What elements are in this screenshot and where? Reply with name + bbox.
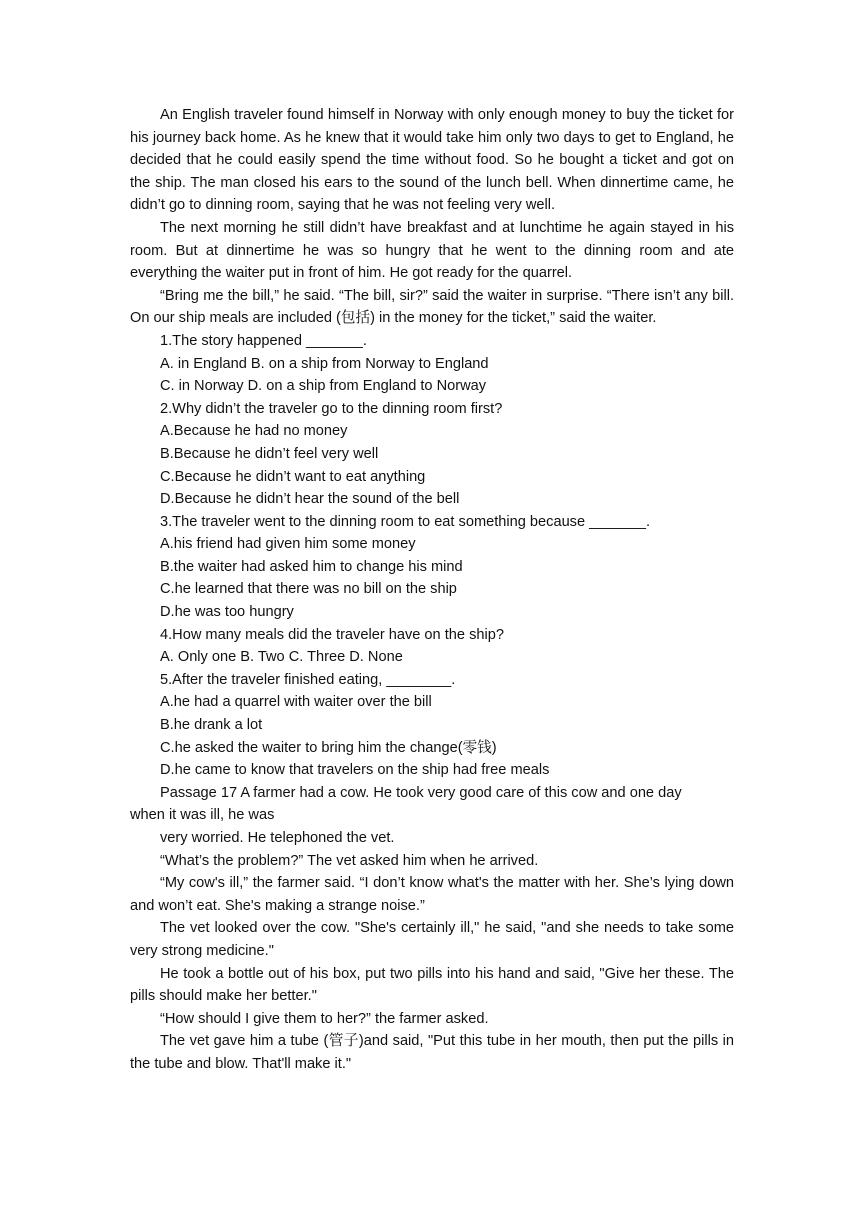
question-3-option-b: B.the waiter had asked him to change his mind [160, 558, 463, 575]
passage17-paragraph-3: The vet looked over the cow. "She's certainly ill," he said, "and she needs to take some very strong medicine." [130, 920, 734, 959]
question-1: 1.The story happened _______. [160, 332, 367, 349]
question-5-option-b: B.he drank a lot [160, 717, 263, 734]
question-5-option-d: D.he came to know that travelers on the ship had free meals [160, 762, 550, 779]
passage16-paragraph-2: The next morning he still didn’t have breakfast and at lunchtime he again stayed in his room. But at dinnertime he was so hungry that he went to the dinning room and ate everything the waiter put in front of him. He got ready for the quarrel. [130, 219, 734, 282]
question-5-option-a: A.he had a quarrel with waiter over the bill [160, 694, 432, 711]
question-2-option-c: C.Because he didn’t want to eat anything [160, 468, 426, 485]
question-3-option-c: C.he learned that there was no bill on the ship [160, 581, 457, 598]
question-3-option-d: D.he was too hungry [160, 604, 294, 621]
question-1-options-ab: A. in England B. on a ship from Norway to England [160, 355, 489, 372]
document-page [130, 104, 734, 1076]
passage17-intro-line-1: Passage 17 A farmer had a cow. He took very good care of this cow and one day [160, 784, 682, 801]
question-3: 3.The traveler went to the dinning room to eat something because _______. [160, 513, 651, 530]
passage16-paragraph-1: An English traveler found himself in Norway with only enough money to buy the ticket for his journey back home. As he knew that it would take him only two days to get to England, he decided that he could easily spend the time without food. So he bought a ticket and got on the ship. The man closed his ears to the sound of the lunch bell. When dinnertime came, he didn’t go to dinning room, saying that he was not feeling very well. [130, 107, 734, 214]
passage17-paragraph-2: “My cow's ill,” the farmer said. “I don’t know what's the matter with her. She’s lying down and won’t eat. She's making a strange noise.” [130, 875, 734, 914]
question-4-options: A. Only one B. Two C. Three D. None [160, 649, 403, 666]
question-2-option-a: A.Because he had no money [160, 423, 348, 440]
passage16-paragraph-3: “Bring me the bill,” he said. “The bill, sir?” said the waiter in surprise. “There isn’t any bill. On our ship meals are included (包括) in the money for the ticket,” said the waiter. [130, 287, 734, 327]
question-2-option-d: D.Because he didn’t hear the sound of the bell [160, 491, 460, 508]
question-1-options-cd: C. in Norway D. on a ship from England to Norway [160, 378, 487, 395]
question-2: 2.Why didn’t the traveler go to the dinning room first? [160, 400, 503, 417]
question-4: 4.How many meals did the traveler have on the ship? [160, 626, 504, 643]
passage17-intro-line-3: very worried. He telephoned the vet. [160, 830, 395, 846]
question-5-option-c: C.he asked the waiter to bring him the change(零钱) [160, 739, 497, 756]
passage17-intro-line-2: when it was ill, he was [130, 807, 275, 824]
question-3-option-a: A.his friend had given him some money [160, 536, 416, 553]
passage17-paragraph-6: The vet gave him a tube (管子)and said, "Put this tube in her mouth, then put the pills in the tube and blow. That'll make it." [130, 1033, 734, 1072]
question-2-option-b: B.Because he didn’t feel very well [160, 445, 379, 462]
question-5: 5.After the traveler finished eating, ________. [160, 671, 456, 688]
passage17-paragraph-1: “What’s the problem?” The vet asked him when he arrived. [160, 852, 539, 869]
passage17-paragraph-4: He took a bottle out of his box, put two pills into his hand and said, "Give her these. The pills should make her better." [130, 965, 734, 1005]
passage17-paragraph-5: “How should I give them to her?” the farmer asked. [160, 1010, 489, 1027]
